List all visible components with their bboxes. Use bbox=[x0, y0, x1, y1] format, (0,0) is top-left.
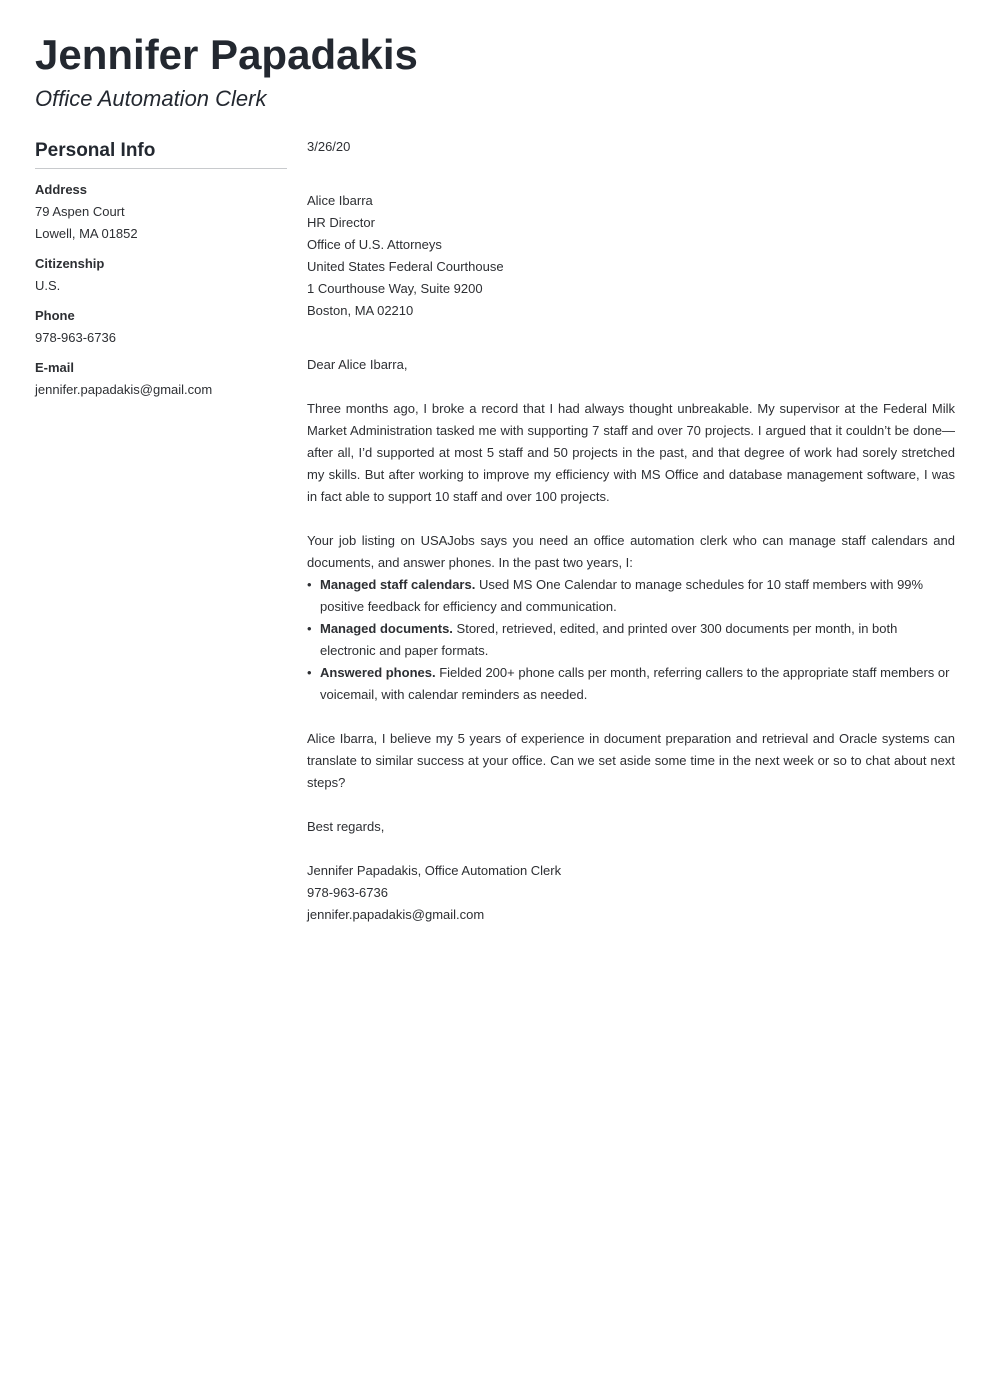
citizenship-label: Citizenship bbox=[35, 256, 105, 271]
bullet-icon: • bbox=[307, 577, 312, 592]
address-line-1: 79 Aspen Court bbox=[35, 204, 125, 219]
recipient-organization: Office of U.S. Attorneys bbox=[307, 237, 442, 252]
achievement-lead: Answered phones. bbox=[320, 665, 436, 680]
email-group bbox=[35, 357, 287, 401]
recipient-building: United States Federal Courthouse bbox=[307, 259, 504, 274]
phone-value: 978-963-6736 bbox=[35, 330, 116, 345]
citizenship-group bbox=[35, 253, 287, 297]
signature-phone: 978-963-6736 bbox=[307, 885, 388, 900]
address-line-2: Lowell, MA 01852 bbox=[35, 226, 138, 241]
achievement-lead: Managed documents. bbox=[320, 621, 453, 636]
personal-info-heading: Personal Info bbox=[35, 138, 287, 169]
signature-email: jennifer.papadakis@gmail.com bbox=[307, 907, 485, 922]
bullet-icon: • bbox=[307, 665, 312, 680]
achievement-text: Fielded 200+ phone calls per month, referring callers to the appropriate staff members or voicemail, with calendar reminders as needed. bbox=[320, 665, 950, 702]
email-value: jennifer.papadakis@gmail.com bbox=[35, 382, 213, 397]
recipient-city: Boston, MA 02210 bbox=[307, 303, 414, 318]
letter-date: 3/26/20 bbox=[307, 139, 351, 154]
recipient-block bbox=[307, 190, 955, 322]
address-group bbox=[35, 179, 287, 245]
list-item bbox=[307, 662, 955, 706]
closing: Best regards, bbox=[307, 819, 385, 834]
phone-label: Phone bbox=[35, 308, 75, 323]
cover-letter-body bbox=[307, 136, 955, 926]
phone-group bbox=[35, 305, 287, 349]
paragraph-closing-pitch: Alice Ibarra, I believe my 5 years of experience in document preparation and retrieval and Oracle systems can translate to similar success at your office. Can we set aside some time in the next week or so to chat about next steps? bbox=[307, 731, 955, 790]
list-item bbox=[307, 574, 955, 618]
achievement-text: Stored, retrieved, edited, and printed over 300 documents per month, in both electronic and paper formats. bbox=[320, 621, 898, 658]
achievement-lead: Managed staff calendars. bbox=[320, 577, 476, 592]
achievement-text: Used MS One Calendar to manage schedules for 10 staff members with 99% positive feedback for efficiency and communication. bbox=[320, 577, 924, 614]
recipient-name: Alice Ibarra bbox=[307, 193, 373, 208]
citizenship-value: U.S. bbox=[35, 278, 61, 293]
recipient-title: HR Director bbox=[307, 215, 375, 230]
signature-name: Jennifer Papadakis, Office Automation Clerk bbox=[307, 863, 562, 878]
email-label: E-mail bbox=[35, 360, 75, 375]
applicant-name: Jennifer Papadakis bbox=[35, 31, 418, 78]
achievements-list bbox=[307, 574, 955, 706]
address-label: Address bbox=[35, 182, 88, 197]
paragraph-job-listing: Your job listing on USAJobs says you need an office automation clerk who can manage staff calendars and documents, and answer phones. In the past two years, I: bbox=[307, 533, 955, 570]
resume-header bbox=[35, 30, 955, 113]
salutation: Dear Alice Ibarra, bbox=[307, 357, 408, 372]
signature-block bbox=[307, 860, 955, 926]
list-item bbox=[307, 618, 955, 662]
personal-info-sidebar bbox=[35, 138, 287, 409]
recipient-street: 1 Courthouse Way, Suite 9200 bbox=[307, 281, 483, 296]
bullet-icon: • bbox=[307, 621, 312, 636]
applicant-job-title: Office Automation Clerk bbox=[35, 86, 267, 111]
paragraph-intro: Three months ago, I broke a record that I had always thought unbreakable. My supervisor at the Federal Milk Market Administration tasked me with supporting 7 staff and over 70 projects. I argued that it couldn’t be done—after all, I’d supported at most 5 staff and 50 projects in the past, and that degree of work had sorely stretched my skills. But after working to improve my efficiency with MS Office and database management software, I was in fact able to support 10 staff and over 100 projects. bbox=[307, 401, 955, 504]
